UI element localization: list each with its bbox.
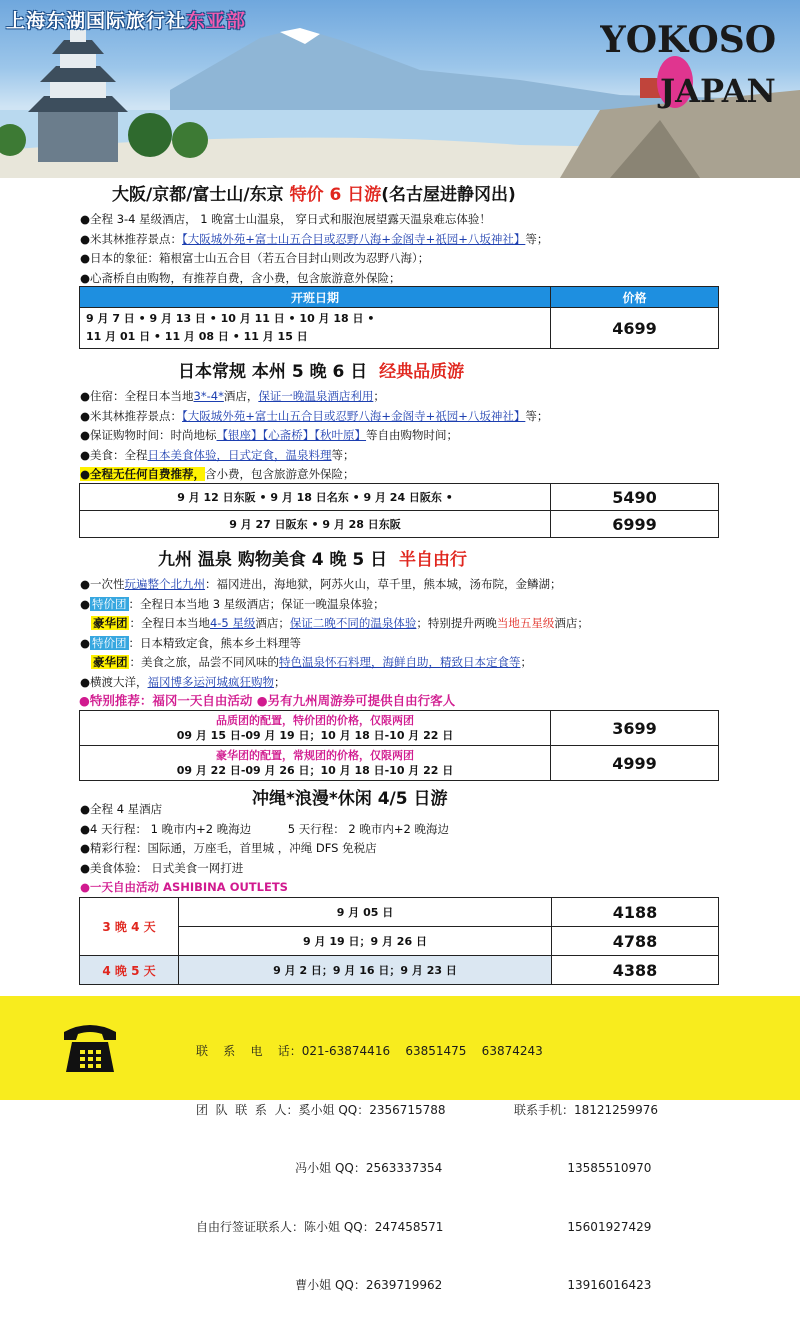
header-banner <box>0 0 800 178</box>
agency-title <box>6 6 246 33</box>
table-header-dates: 开班日期 <box>80 287 551 308</box>
section1-title-note: (名古屋进静冈出) <box>381 185 516 205</box>
section3-title-highlight: 半自由行 <box>399 550 468 570</box>
telephone-icon <box>60 1018 120 1076</box>
footer-contact-line: 冯小姐 QQ：2563337354 13585510970 <box>196 1161 652 1175</box>
castle-image <box>28 30 128 162</box>
list-item: ●心斋桥自由购物，有推荐自费，含小费，包含旅游意外保险； <box>80 270 401 285</box>
section1-title <box>112 180 516 205</box>
table-row: 9 月 19 日；9 月 26 日 4788 <box>80 927 719 956</box>
table-row: 3 晚 4 天 9 月 05 日 4188 <box>80 898 719 927</box>
section1-price-table <box>79 286 719 349</box>
logo-graphic <box>600 10 795 120</box>
section1-title-special: 特价 6 日游 <box>289 185 382 205</box>
list-item: ●住宿：全程日本当地3*-4*酒店，保证一晚温泉酒店利用； <box>80 389 385 403</box>
footer-contact-line: 团 队 联 系 人：奚小姐 QQ：2356715788 联系手机：18121259976 <box>196 1102 658 1117</box>
footer-phone-line: 联 系 电 话：021-63874416 63851475 63874243 <box>196 1044 543 1058</box>
list-item: ● 特价团 ：全程日本当地 3 星级酒店；保证一晚温泉体验； <box>80 596 385 611</box>
section3-special-note: ●特别推荐：福冈一天自由活动 ●另有九州周游券可提供自由行客人 <box>79 693 456 708</box>
section4-title: 冲绳*浪漫*休闲 4/5 日游 <box>252 789 448 809</box>
list-item: ●全程无任何自费推荐，含小费，包含旅游意外保险； <box>80 467 355 481</box>
footer-contacts <box>196 1003 658 1335</box>
list-item: ●美食体验： 日式美食一网打进 <box>80 860 244 875</box>
label-4-day: 3 晚 4 天 <box>80 898 179 956</box>
logo-line1: YOKOSO <box>600 19 777 61</box>
table-header-price: 价格 <box>551 287 719 308</box>
logo-line2: JAPAN <box>660 72 776 110</box>
list-item: ●一天自由活动 ASHIBINA OUTLETS <box>80 880 288 894</box>
list-item: ●米其林推荐景点：【大阪城外苑+富士山五合目或忍野八海+金阁寺+祇园+八坂神社】等； <box>80 408 549 423</box>
agency-name: 上海东湖国际旅行社 <box>6 10 187 32</box>
section1-title-route: 大阪/京都/富士山/东京 <box>112 185 284 205</box>
table-cell-price: 4699 <box>551 308 719 349</box>
agency-dept: 东亚部 <box>186 10 247 32</box>
section2-bullets <box>80 387 548 485</box>
section4-price-table <box>79 897 719 985</box>
list-item: ●4 天行程： 1 晚市内+2 晚海边 5 天行程： 2 晚市内+2 晚海边 <box>80 821 450 836</box>
section3-bullets <box>80 575 589 693</box>
footer-contact-line: 曹小姐 QQ：2639719962 13916016423 <box>196 1278 652 1292</box>
list-item: ● 特价团 ：日本精致定食，熊本乡土料理等 <box>80 635 302 650</box>
table-cell-dates: 9 月 7 日 • 9 月 13 日 • 10 月 11 日 • 10 月 18 日 • 11 月 01 日 • 11 月 08 日 • 11 月 15 日 <box>80 308 551 349</box>
section2-price-table <box>79 483 719 538</box>
contact-footer <box>0 996 800 1292</box>
list-item: ●精彩行程：国际通，万座毛，首里城 ，冲绳 DFS 免税店 <box>80 841 377 855</box>
yokoso-japan-logo <box>600 10 795 120</box>
footer-contact-line: 自由行签证联系人：陈小姐 QQ：247458571 15601927429 <box>196 1219 652 1234</box>
list-item: ●米其林推荐景点：【大阪城外苑+富士山五合目或忍野八海+金阁寺+祇园+八坂神社】等； <box>80 231 549 246</box>
list-item: 豪华团 ：美食之旅，品尝不同风味的特色温泉怀石料理，海鲜自助，精致日本定食等； <box>92 655 532 670</box>
table-row: 9 月 27 日阪东 • 9 月 28 日东阪 6999 <box>80 511 719 538</box>
section4-bullets <box>80 800 449 898</box>
table-row: 豪华团的配置，常规团的价格，仅限两团 09 月 22 日-09 月 26 日；10 月 18 日-10 月 22 日 4999 <box>80 746 719 781</box>
section2-title: 日本常规 本州 5 晚 6 日 经典品质游 <box>178 362 465 382</box>
table-row: 9 月 12 日东阪 • 9 月 18 日名东 • 9 月 24 日阪东 • 5490 <box>80 484 719 511</box>
section1-bullets <box>80 210 548 288</box>
list-item: ●全程 4 星酒店 <box>80 802 163 816</box>
section2-title-highlight: 经典品质游 <box>379 362 465 382</box>
table-row: 品质团的配置，特价团的价格，仅限两团 09 月 15 日-09 月 19 日；10 月 18 日-10 月 22 日 3699 <box>80 711 719 746</box>
list-item: ●日本的象征：箱根富士山五合目（若五合目封山则改为忍野八海）； <box>80 251 430 265</box>
label-5-day: 4 晚 5 天 <box>80 956 179 985</box>
list-item: ●美食：全程日本美食体验，日式定食，温泉料理等； <box>80 447 355 462</box>
list-item: ●全程 3-4 星级酒店， 1 晚富士山温泉， 穿日式和服泡展望露天温泉难忘体验！ <box>80 212 491 226</box>
list-item: ●保证购物时间：时尚地标【银座】【心斋桥】【秋叶原】等自由购物时间； <box>80 428 459 442</box>
section3-title: 九州 温泉 购物美食 4 晚 5 日 半自由行 <box>158 550 468 570</box>
list-item: ●一次性玩遍整个北九州：福冈进出，海地狱，阿苏火山，草千里，熊本城，汤布院，金鳞湖； <box>80 577 562 591</box>
table-row: 4 晚 5 天 9 月 2 日；9 月 16 日；9 月 23 日 4388 <box>80 956 719 985</box>
table-row <box>80 308 719 349</box>
list-item: 豪华团 ：全程日本当地4-5 星级酒店；保证二晚不同的温泉体验；特别提升两晚当地五星级酒店； <box>92 616 589 631</box>
section3-price-table <box>79 710 719 781</box>
table-header-row <box>80 287 719 308</box>
list-item: ●横渡大洋，福冈博多运河城疯狂购物； <box>80 674 286 689</box>
